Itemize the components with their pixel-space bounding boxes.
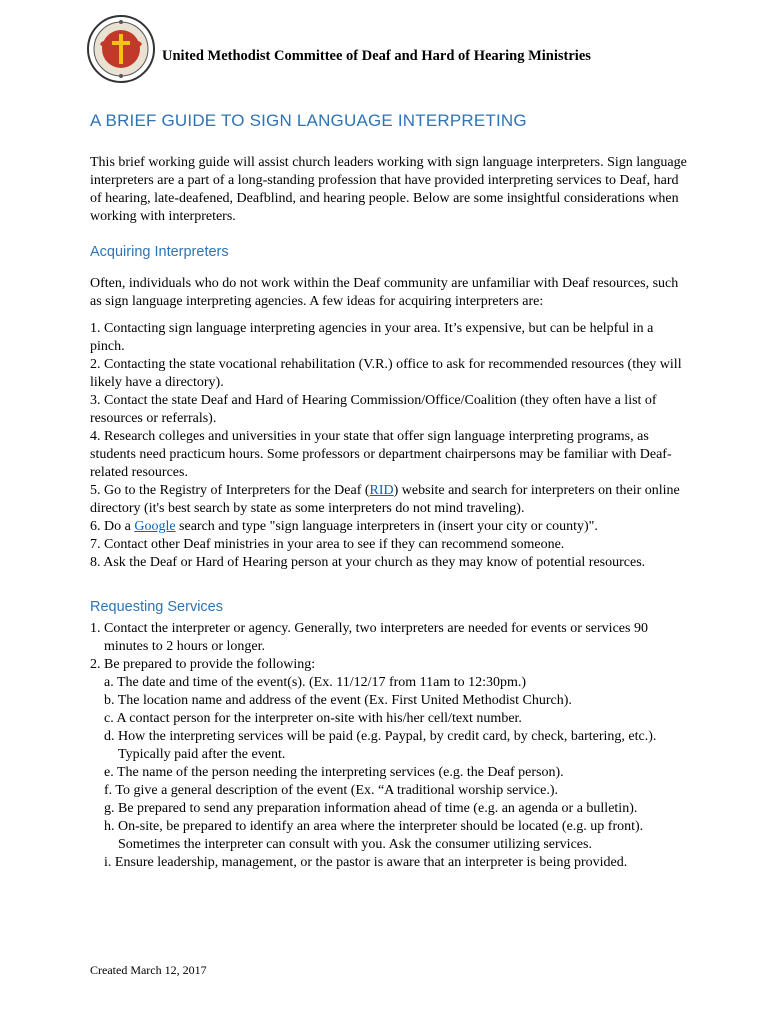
- google-link[interactable]: Google: [134, 519, 176, 534]
- intro-paragraph: This brief working guide will assist church leaders working with sign language interpreters. Sign language interpreters are a part of a long-standing profession that have provided interpreting services to Deaf, hard of hearing, late-deafened, Deafblind, and hearing people. Below are some insightful considerations when working with interpreters.: [90, 155, 687, 224]
- item-text: search and type "sign language interpreters in (insert your city or county)".: [175, 519, 598, 534]
- list-item: 1. Contact the interpreter or agency. Generally, two interpreters are needed for events or services 90 minutes to 2 hours or longer.: [90, 621, 648, 654]
- list-item: 2. Contacting the state vocational rehabilitation (V.R.) office to ask for recommended resources (they will likely have a directory).: [90, 357, 682, 390]
- list-item: [90, 482, 690, 518]
- list-item: 3. Contact the state Deaf and Hard of Hearing Commission/Office/Coalition (they often have a list of resources or referrals).: [90, 393, 657, 426]
- requesting-list: [90, 620, 690, 872]
- item-text: 5. Go to the Registry of Interpreters for the Deaf (: [90, 483, 370, 498]
- page-title: A BRIEF GUIDE TO SIGN LANGUAGE INTERPRETING: [90, 111, 527, 130]
- sub-list-item: g. Be prepared to send any preparation information ahead of time (e.g. an agenda or a bulletin).: [104, 801, 638, 816]
- list-item: 7. Contact other Deaf ministries in your area to see if they can recommend someone.: [90, 537, 565, 552]
- page-header: [86, 14, 736, 86]
- requesting-sub-list: [90, 674, 690, 872]
- requesting-services-heading: Requesting Services: [90, 599, 223, 615]
- sub-list-item: f. To give a general description of the event (Ex. “A traditional worship service.).: [104, 783, 559, 798]
- created-date-footer: Created March 12, 2017: [90, 963, 207, 977]
- list-item: [90, 518, 690, 536]
- list-item: 8. Ask the Deaf or Hard of Hearing person at your church as they may know of potential resources.: [90, 555, 646, 570]
- acquiring-interpreters-heading: Acquiring Interpreters: [90, 244, 229, 260]
- item-text: 6. Do a: [90, 519, 135, 534]
- organization-name: United Methodist Committee of Deaf and Hard of Hearing Ministries: [162, 48, 591, 64]
- rid-link[interactable]: RID: [369, 483, 394, 498]
- list-item: 1. Contacting sign language interpreting agencies in your area. It’s expensive, but can be helpful in a pinch.: [90, 321, 654, 354]
- sub-list-item: i. Ensure leadership, management, or the pastor is aware that an interpreter is being provided.: [104, 855, 628, 870]
- sub-list-item: h. On-site, be prepared to identify an area where the interpreter should be located (e.g. up front). Sometimes the interpreter can consult with you. Ask the consumer utilizing services.: [104, 819, 644, 852]
- sub-list-item: e. The name of the person needing the interpreting services (e.g. the Deaf person).: [104, 765, 564, 780]
- sub-list-item: a. The date and time of the event(s). (Ex. 11/12/17 from 11am to 12:30pm.): [104, 675, 527, 690]
- list-item: 2. Be prepared to provide the following:: [90, 657, 316, 672]
- acquiring-list: [90, 320, 690, 572]
- acquiring-intro-paragraph: Often, individuals who do not work within the Deaf community are unfamiliar with Deaf resources, such as sign language interpreting agencies. A few ideas for acquiring interpreters are:: [90, 276, 679, 309]
- item-text: ) website and search for interpreters on their online directory (it's best search by state as some interpreters do not mind traveling).: [90, 483, 680, 516]
- sub-list-item: c. A contact person for the interpreter on-site with his/her cell/text number.: [104, 711, 522, 726]
- sub-list-item: b. The location name and address of the event (Ex. First United Methodist Church).: [104, 693, 572, 708]
- sub-list-item: d. How the interpreting services will be paid (e.g. Paypal, by credit card, by check, bartering, etc.). Typically paid after the event.: [104, 729, 657, 762]
- list-item: 4. Research colleges and universities in your state that offer sign language interpreting programs, as students need practicum hours. Some professors or department chairpersons may be familiar with Deaf-related resources.: [90, 429, 672, 480]
- umc-deaf-ministries-seal-icon: [86, 14, 156, 84]
